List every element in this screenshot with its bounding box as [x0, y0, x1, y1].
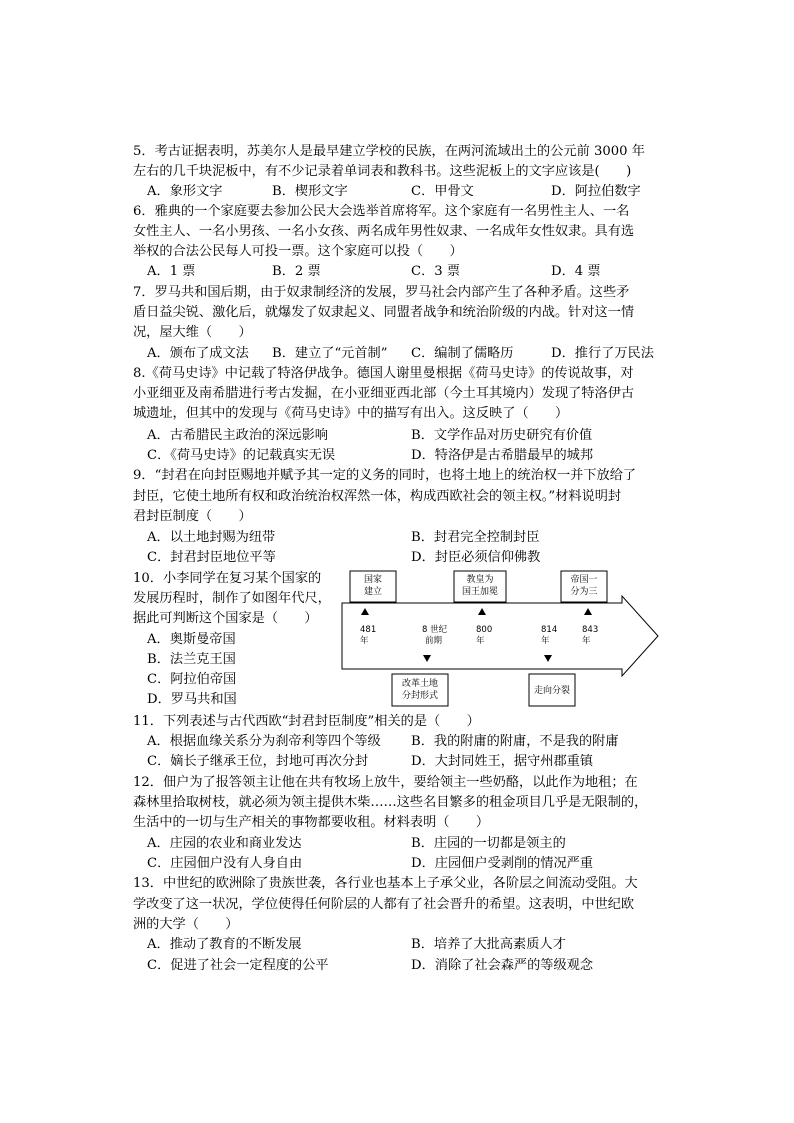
tick-label: 年	[541, 636, 550, 646]
question-text: 森林里拾取树枝，就必须为领主提供木柴……这些名目繁多的租金项目几乎是无限制的，	[133, 795, 648, 810]
question-text: 发展历程时，制作了如图年代尺，	[133, 591, 331, 606]
marker-down-icon	[423, 655, 431, 662]
option-b: B．文学作品对历史研究有价值	[411, 428, 593, 443]
event-label: 改革土地	[401, 679, 439, 689]
tick-label: 814	[541, 625, 558, 635]
option-c: C．嫡长子继承王位，封地可再次分封	[147, 754, 369, 769]
option-d: D．罗马共和国	[147, 692, 237, 707]
tick-label: 8 世纪	[422, 625, 448, 635]
option-a: A．古希腊民主政治的深远影响	[147, 428, 328, 443]
question-text: 城遗址，但其中的发现与《荷马史诗》中的描写有出入。这反映了（ ）	[133, 406, 569, 421]
marker-up-icon	[361, 608, 369, 615]
question-text: 9．“封君在向封臣赐地并赋予其一定的义务的同时，也将土地上的统治权一并下放给了	[133, 468, 637, 483]
option-d: D．4 票	[551, 264, 601, 279]
option-b: B．庄园的一切都是领主的	[411, 836, 566, 851]
option-a: A．颁布了成文法	[147, 346, 249, 361]
question-text: 小亚细亚及南希腊进行考古发掘，在小亚细亚西北部（今土耳其境内）发现了特洛伊古	[133, 386, 635, 401]
marker-up-icon	[478, 608, 486, 615]
question-text: 10．小李同学在复习某个国家的	[133, 571, 322, 586]
option-d: D．特洛伊是古希腊最早的城邦	[411, 448, 594, 463]
option-a: A．以土地封赐为纽带	[147, 530, 276, 545]
question-text: 8.《荷马史诗》中记载了特洛伊战争。德国人谢里曼根据《荷马史诗》的传说故事，对	[133, 366, 634, 381]
option-b: B．2 票	[272, 264, 321, 279]
question-text: 况，屋大维（ ）	[133, 325, 252, 340]
option-c: C．庄园佃户没有人身自由	[147, 856, 303, 871]
question-text: 左右的几千块泥板中，有不少记录着单词表和教科书。这些泥板上的文字应该是( )	[133, 164, 632, 179]
question-text: 盾日益尖锐、激化后，就爆发了奴隶起义、同盟者战争和统治阶级的内战。针对这一情	[133, 305, 635, 320]
option-a: A．推动了教育的不断发展	[147, 937, 302, 952]
event-label: 分为三	[570, 587, 598, 597]
question-text: 据此可判断这个国家是（ ）	[133, 611, 318, 626]
event-label: 国家	[363, 575, 383, 585]
option-d: D．大封同姓王，据守州郡重镇	[411, 754, 594, 769]
timeline-figure	[336, 566, 660, 708]
option-c: C．编制了儒略历	[411, 346, 514, 361]
tick-label: 843	[582, 625, 599, 635]
option-b: B．培养了大批高素质人才	[411, 937, 566, 952]
option-d: D．消除了社会森严的等级观念	[411, 958, 594, 973]
event-label: 帝国一	[570, 575, 598, 585]
event-box-land-reform	[392, 674, 448, 706]
tick-label: 年	[360, 636, 369, 646]
question-text: 13．中世纪的欧洲除了贵族世袭，各行业也基本上子承父业，各阶层之间流动受阻。大	[133, 876, 638, 891]
event-label: 国王加冕	[461, 587, 499, 597]
question-text: 封臣，它使土地所有权和政治统治权浑然一体，构成西欧社会的领主权。”材料说明封	[133, 489, 622, 504]
option-d: D．庄园佃户受剥削的情况严重	[411, 856, 594, 871]
option-c: C．3 票	[411, 264, 461, 279]
option-a: A．庄园的农业和商业发达	[147, 836, 302, 851]
timeline-arrow	[342, 596, 658, 676]
marker-down-icon	[544, 655, 552, 662]
option-b: B．楔形文字	[272, 184, 348, 199]
event-label: 走向分裂	[533, 686, 571, 696]
question-text: 5．考古证据表明，苏美尔人是最早建立学校的民族，在两河流域出土的公元前 3000 年	[133, 144, 645, 159]
question-text: 洲的大学（ ）	[133, 917, 239, 932]
option-b: B．法兰克王国	[147, 652, 236, 667]
tick-label: 481	[360, 625, 377, 635]
question-text: 君封臣制度（ ）	[133, 509, 252, 524]
event-box-fragmentation	[529, 674, 575, 706]
option-d: D．推行了万民法	[551, 346, 654, 361]
tick-label: 800	[476, 625, 493, 635]
option-b: B．建立了“元首制”	[272, 346, 388, 361]
option-d: D．封臣必须信仰佛教	[411, 550, 541, 565]
tick-label: 年	[582, 636, 591, 646]
event-label: 教皇为	[466, 575, 494, 585]
event-box-empire-split	[561, 571, 607, 602]
option-a: A．奥斯曼帝国	[147, 632, 236, 647]
event-box-pope-crowns-king	[454, 571, 506, 602]
question-text: 7．罗马共和国后期，由于奴隶制经济的发展，罗马社会内部产生了各种矛盾。这些矛	[133, 285, 630, 300]
marker-up-icon	[584, 608, 592, 615]
question-text: 学改变了这一状况，学位使得任何阶层的人都有了社会晋升的希望。这表明，中世纪欧	[133, 897, 635, 912]
question-text: 女性主人、一名小男孩、一名小女孩、两名成年男性奴隶、一名成年女性奴隶。具有选	[133, 224, 635, 239]
option-c: C．甲骨文	[411, 184, 474, 199]
option-c: C．封君封臣地位平等	[147, 550, 276, 565]
question-text: 6．雅典的一个家庭要去参加公民大会选举首席将军。这个家庭有一名男性主人、一名	[133, 204, 630, 219]
question-text: 12．佃户为了报答领主让他在共有牧场上放牛，要给领主一些奶酪，以此作为地租；在	[133, 775, 638, 790]
option-b: B．封君完全控制封臣	[411, 530, 540, 545]
tick-label: 前期	[425, 636, 443, 646]
option-a: A．根据血缘关系分为刹帝利等四个等级	[147, 734, 381, 749]
option-c: C．《荷马史诗》的记载真实无误	[147, 448, 336, 463]
question-text: 举权的合法公民每人可投一票。这个家庭可以投（ ）	[133, 244, 463, 259]
question-text: 11．下列表述与古代西欧“封君封臣制度”相关的是（ ）	[133, 714, 480, 729]
tick-label: 年	[476, 636, 485, 646]
option-c: C．阿拉伯帝国	[147, 672, 237, 687]
event-label: 分封形式	[401, 691, 439, 701]
option-b: B．我的附庸的附庸，不是我的附庸	[411, 734, 619, 749]
option-d: D．阿拉伯数字	[551, 184, 641, 199]
option-a: A．象形文字	[147, 184, 223, 199]
question-text: 生活中的一切与生产相关的事物都要收租。材料表明（ ）	[133, 815, 490, 830]
event-label: 建立	[363, 587, 383, 597]
option-c: C．促进了社会一定程度的公平	[147, 958, 329, 973]
event-box-state-founded	[350, 571, 396, 602]
option-a: A．1 票	[147, 264, 196, 279]
